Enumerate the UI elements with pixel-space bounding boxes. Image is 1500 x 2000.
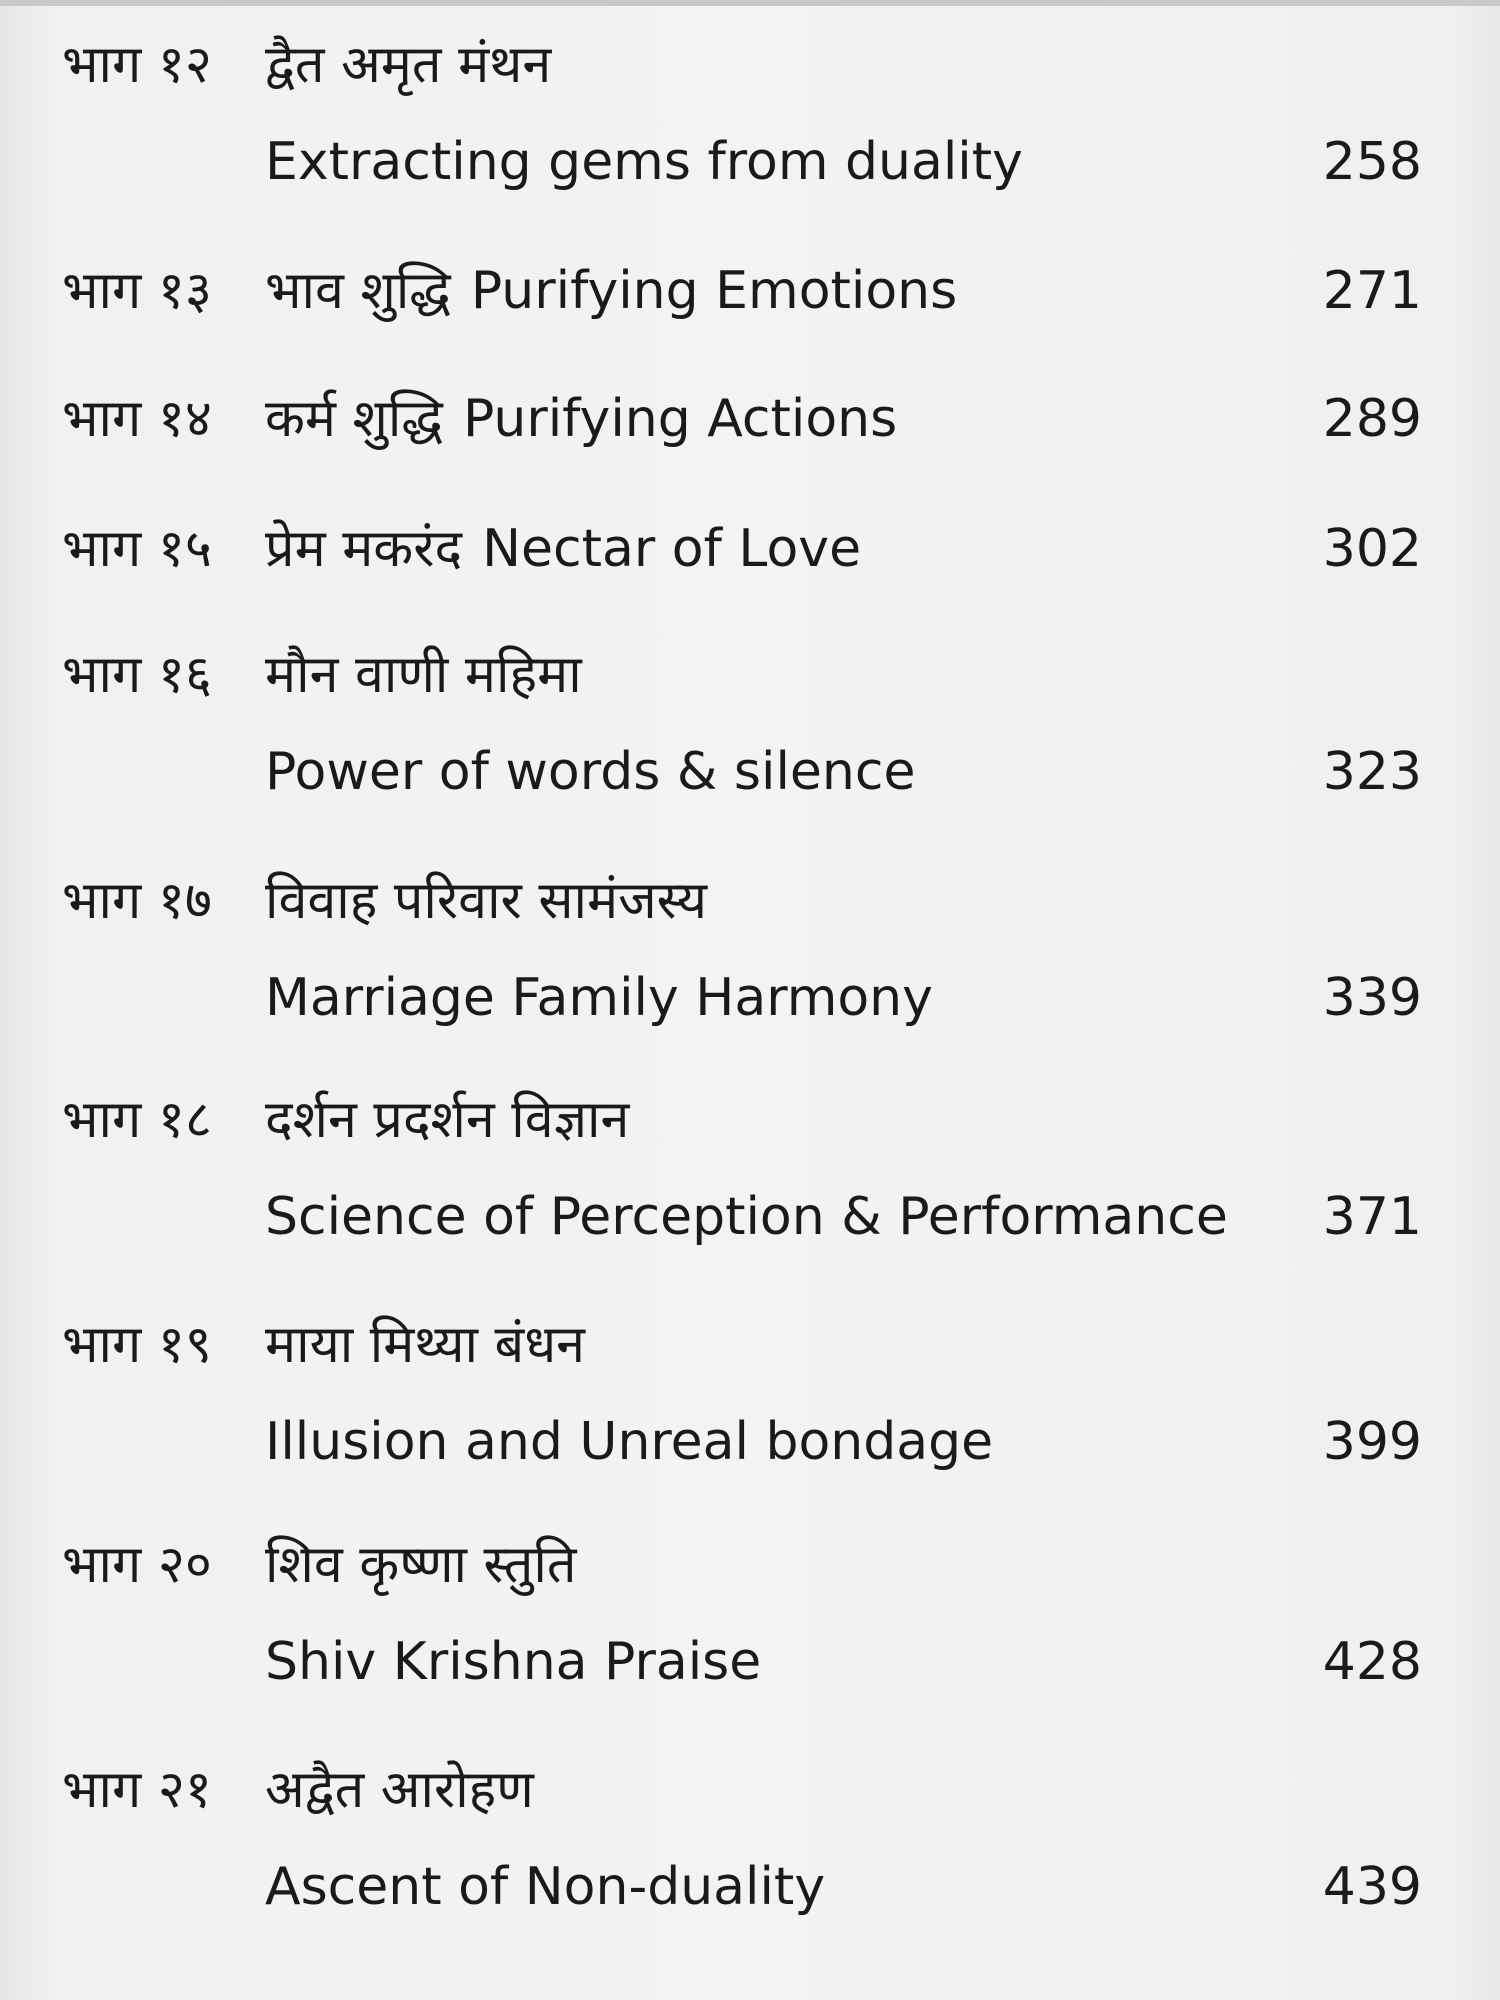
part-label: भाग १४ bbox=[62, 389, 212, 449]
english-title: Shiv Krishna Praise bbox=[265, 1632, 762, 1692]
english-title: Power of words & silence bbox=[265, 742, 916, 802]
part-label: भाग १३ bbox=[62, 261, 212, 321]
part-label: भाग १५ bbox=[62, 519, 212, 579]
page-number: 271 bbox=[1322, 261, 1422, 321]
hindi-title: माया मिथ्या बंधन bbox=[265, 1315, 586, 1375]
part-label: भाग १९ bbox=[62, 1315, 212, 1375]
english-row bbox=[0, 127, 1500, 197]
page-number: 371 bbox=[1322, 1187, 1422, 1247]
hindi-title: अद्वैत आरोहण bbox=[265, 1760, 534, 1820]
title-group bbox=[265, 384, 897, 454]
english-row bbox=[0, 737, 1500, 807]
english-title: Science of Perception & Performance bbox=[265, 1187, 1228, 1247]
english-title: Extracting gems from duality bbox=[265, 132, 1023, 192]
page-number: 302 bbox=[1322, 519, 1422, 579]
hindi-title: मौन वाणी महिमा bbox=[265, 645, 582, 705]
english-row bbox=[0, 1627, 1500, 1697]
hindi-title: द्वैत अमृत मंथन bbox=[265, 35, 552, 95]
page-number: 339 bbox=[1322, 968, 1422, 1028]
title-group bbox=[265, 256, 957, 326]
english-row bbox=[0, 1407, 1500, 1477]
part-label: भाग १७ bbox=[62, 871, 212, 931]
english-title: Illusion and Unreal bondage bbox=[265, 1412, 994, 1472]
hindi-row bbox=[0, 1085, 1500, 1155]
english-title: Nectar of Love bbox=[482, 519, 862, 579]
page-number: 258 bbox=[1322, 132, 1422, 192]
part-label: भाग १६ bbox=[62, 645, 212, 705]
english-title: Marriage Family Harmony bbox=[265, 968, 933, 1028]
page-number: 289 bbox=[1322, 389, 1422, 449]
english-title: Purifying Actions bbox=[462, 389, 898, 449]
title-group bbox=[265, 514, 861, 584]
hindi-row bbox=[0, 1530, 1500, 1600]
hindi-row bbox=[0, 640, 1500, 710]
hindi-title: विवाह परिवार सामंजस्य bbox=[265, 871, 708, 931]
hindi-title: कर्म शुद्धि bbox=[265, 389, 443, 449]
english-row bbox=[0, 963, 1500, 1033]
hindi-title: भाव शुद्धि bbox=[265, 261, 451, 321]
page-number: 428 bbox=[1322, 1632, 1422, 1692]
part-label: भाग २१ bbox=[62, 1760, 212, 1820]
part-label: भाग २० bbox=[62, 1535, 212, 1595]
english-row bbox=[0, 1182, 1500, 1252]
part-label: भाग १२ bbox=[62, 35, 212, 95]
part-label: भाग १८ bbox=[62, 1090, 212, 1150]
combined-row bbox=[0, 256, 1500, 326]
english-title: Ascent of Non-duality bbox=[265, 1857, 826, 1917]
combined-row bbox=[0, 514, 1500, 584]
hindi-row bbox=[0, 1310, 1500, 1380]
hindi-row bbox=[0, 1755, 1500, 1825]
english-title: Purifying Emotions bbox=[470, 261, 958, 321]
combined-row bbox=[0, 384, 1500, 454]
english-row bbox=[0, 1852, 1500, 1922]
top-border bbox=[0, 0, 1500, 6]
hindi-row bbox=[0, 866, 1500, 936]
page-number: 439 bbox=[1322, 1857, 1422, 1917]
page-number: 323 bbox=[1322, 742, 1422, 802]
hindi-title: प्रेम मकरंद bbox=[265, 519, 463, 579]
page-number: 399 bbox=[1322, 1412, 1422, 1472]
hindi-row bbox=[0, 30, 1500, 100]
hindi-title: दर्शन प्रदर्शन विज्ञान bbox=[265, 1090, 630, 1150]
hindi-title: शिव कृष्णा स्तुति bbox=[265, 1535, 577, 1595]
